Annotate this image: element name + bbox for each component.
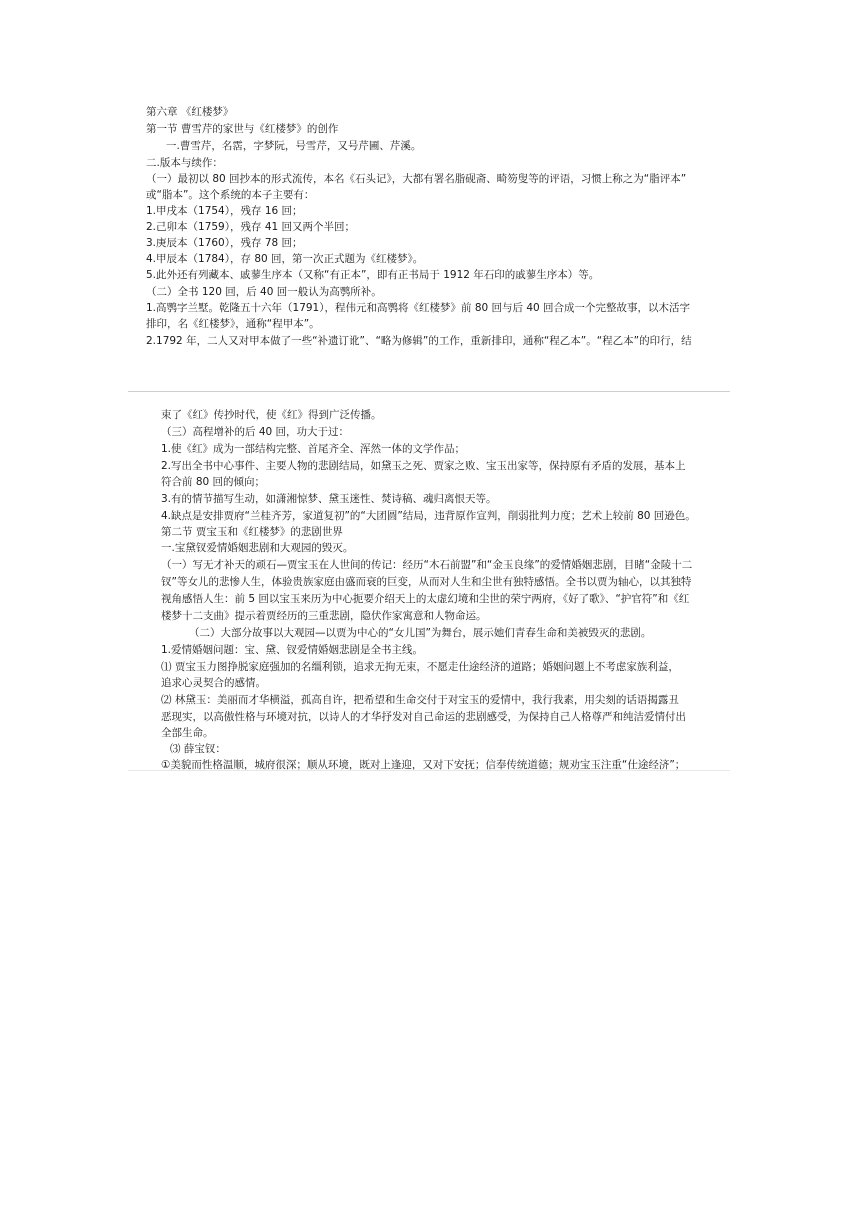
text-line: 或“脂本”。这个系统的本子主要有：: [146, 189, 315, 201]
text-line: 符合前 80 回的倾向；: [161, 476, 266, 488]
text-line: 楼梦十二支曲》提示着贾经历的三重悲剧，隐伏作家寓意和人物命运。: [161, 610, 487, 622]
text-line: （二）全书 120 回，后 40 回一般认为高鹗所补。: [146, 286, 382, 298]
text-line: 二.版本与续作：: [146, 157, 223, 169]
list-item: 3.有的情节描写生动，如潇湘惊梦、黛玉迷性、焚诗稿、魂归离恨天等。: [161, 493, 497, 505]
text-line: 钗”等女儿的悲惨人生，体验贵族家庭由盛而衰的巨变，从而对人生和尘世有独特感悟。全书以贾为轴心，以其独特: [161, 576, 692, 588]
list-item: 1.高鹗字兰墅。乾隆五十六年（1791），程伟元和高鹗将《红楼梦》前 80 回与后 40 回合成一个完整故事，以木活字: [146, 302, 691, 314]
list-item: 3.庚辰本（1760），残存 78 回；: [146, 237, 303, 249]
text-line: 全部生命。: [161, 727, 214, 739]
text-line: 一.曹雪芹，名霑，字梦阮，号雪芹，又号芹圃、芹溪。: [166, 140, 422, 152]
text-line: 束了《红》传抄时代，使《红》得到广泛传播。: [161, 409, 382, 421]
list-item: 2.1792 年，二人又对甲本做了一些“补遗订讹”、“略为修辑”的工作，重新排印，通称“程乙本”。“程乙本”的印行，结: [146, 335, 692, 347]
text-line: ⑵ 林黛玉：美丽而才华横溢，孤高自许，把希望和生命交付于对宝玉的爱情中，我行我素，用尖刻的话语揭露丑: [161, 694, 679, 706]
text-line: （一）写无才补天的顽石—贾宝玉在人世间的传记：经历“木石前盟”和“金玉良缘”的爱情婚姻悲剧，目睹“金陵十二: [161, 559, 693, 571]
text-line: 恶现实，以高傲性格与环境对抗，以诗人的才华抒发对自己命运的悲剧感受，为保持自己人格尊严和纯洁爱情付出: [161, 711, 686, 723]
list-item: 1.爱情婚姻问题：宝、黛、钗爱情婚姻悲剧是全书主线。: [161, 644, 424, 656]
list-item: 2.己卯本（1759），残存 41 回又两个半回；: [146, 221, 356, 233]
text-line: （三）高程增补的后 40 回，功大于过：: [161, 426, 350, 438]
text-line: ⑶ 薛宝钗：: [170, 743, 226, 755]
text-line: 视角感悟人生：前 5 回以宝玉来历为中心扼要介绍天上的太虚幻境和尘世的荣宁两府，《好了歌》、“护官符”和《红: [161, 593, 690, 605]
list-item: 2.写出全书中心事件、主要人物的悲剧结局，如黛玉之死、贾家之败、宝玉出家等，保持原有矛盾的发展，基本上: [161, 460, 686, 472]
list-item: 4.甲辰本（1784），存 80 回，第一次正式题为《红楼梦》。: [146, 253, 424, 265]
text-line: 追求心灵契合的感情。: [161, 677, 266, 689]
text-line: ①美貌而性格温顺，城府很深；顺从环境，既对上逢迎，又对下安抚；信奉传统道德；规劝宝玉注重“仕途经济”；: [161, 759, 686, 771]
list-item: 4.缺点是安排贾府“兰桂齐芳，家道复初”的“大团圆”结局，违背原作宣判，削弱批判力度；艺术上较前 80 回逊色。: [161, 510, 696, 522]
text-line: 一.宝黛钗爱情婚姻悲剧和大观园的毁灭。: [161, 542, 354, 554]
page-divider: [128, 391, 730, 392]
text-line: 排印，名《红楼梦》，通称“程甲本”。: [146, 318, 320, 330]
text-line: （一）最初以 80 回抄本的形式流传，本名《石头记》，大都有署名脂砚斋、畸笏叟等的评语，习惯上称之为“脂评本”: [146, 173, 687, 185]
list-item: 5.此外还有列藏本、戚蓼生序本（又称“有正本”，即有正书局于 1912 年石印的戚蓼生序本）等。: [146, 269, 600, 281]
list-item: 1.使《红》成为一部结构完整、首尾齐全、浑然一体的文学作品；: [161, 443, 466, 455]
text-line: ⑴ 贾宝玉力图挣脱家庭强加的名缰利锁，追求无拘无束，不愿走仕途经济的道路；婚姻问题上不考虑家族利益，: [161, 661, 679, 673]
page-bottom-edge: [128, 770, 730, 771]
section-title: 第二节 贾宝玉和《红楼梦》的悲剧世界: [161, 526, 343, 538]
text-line: （二）大部分故事以大观园—以贾为中心的“女儿国”为舞台，展示她们青春生命和美被毁灭的悲剧。: [189, 627, 652, 639]
section-title: 第一节 曹雪芹的家世与《红楼梦》的创作: [146, 123, 339, 135]
chapter-title: 第六章 《红楼梦》: [146, 106, 234, 118]
list-item: 1.甲戌本（1754），残存 16 回；: [146, 205, 303, 217]
